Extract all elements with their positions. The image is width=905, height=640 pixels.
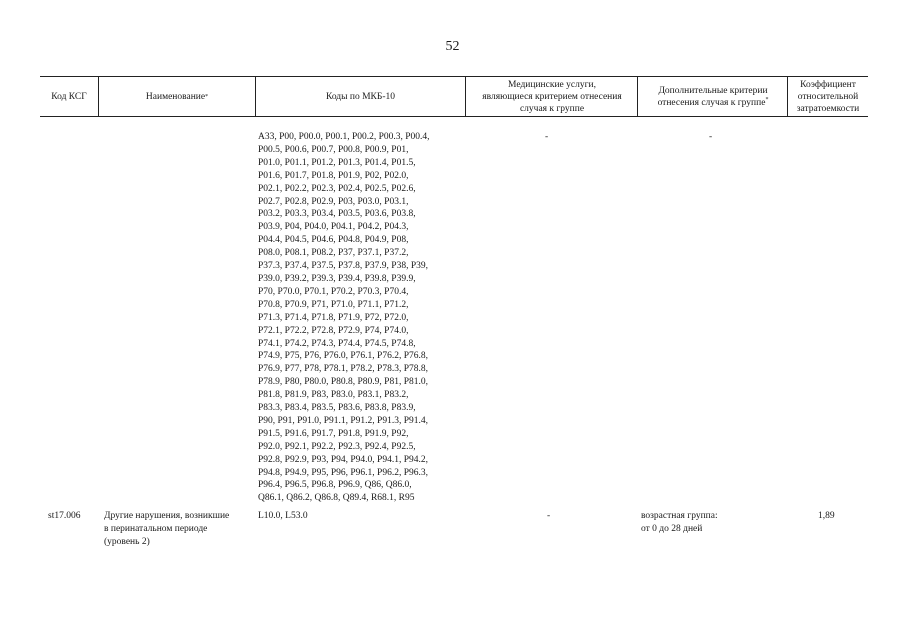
mkb-code-line: P71.3, P71.4, P71.8, P71.9, P72, P72.0, (258, 312, 409, 323)
ksg-criteria-line: возрастная группа: (641, 511, 718, 521)
mkb-code-line: P94.8, P94.9, P95, P96, P96.1, P96.2, P96.3, (258, 467, 428, 478)
services-cell: - (545, 132, 549, 142)
mkb-code-line: P37.3, P37.4, P37.5, P37.8, P37.9, P38, P39, (258, 261, 428, 272)
mkb-code-line: P39.0, P39.2, P39.3, P39.4, P39.8, P39.9, (258, 273, 416, 284)
ksg-mkb-codes: L10.0, L53.0 (258, 511, 308, 521)
header-coefficient-text: Коэффициент относительной затратоемкости (796, 79, 860, 114)
header-criteria-text: Дополнительные критерии отнесения случая к группе (657, 85, 768, 108)
mkb-code-line: P02.1, P02.2, P02.3, P02.4, P02.5, P02.6, (258, 183, 416, 194)
header-code-text: Код КСГ (51, 91, 87, 102)
header-mkb-text: Коды по МКБ-10 (325, 91, 396, 102)
mkb-code-line: P83.3, P83.4, P83.5, P83.6, P83.8, P83.9, (258, 403, 416, 414)
header-name-text: Наименование (145, 91, 206, 102)
mkb-code-line: P72.1, P72.2, P72.8, P72.9, P74, P74.0, (258, 325, 409, 336)
mkb-code-line: P74.9, P75, P76, P76.0, P76.1, P76.2, P76.8, (258, 351, 428, 362)
mkb-code-line: A33, P00, P00.0, P00.1, P00.2, P00.3, P00.4, (258, 132, 430, 142)
ksg-coefficient: 1,89 (818, 511, 835, 521)
mkb-code-line: P01.6, P01.7, P01.8, P01.9, P02, P02.0, (258, 170, 409, 181)
mkb-codes-list (258, 131, 463, 505)
mkb-code-line: P91.5, P91.6, P91.7, P91.8, P91.9, P92, (258, 428, 409, 439)
mkb-code-line: P90, P91, P91.0, P91.1, P91.2, P91.3, P91.4, (258, 415, 428, 426)
ksg-criteria-line: от 0 до 28 дней (641, 523, 703, 534)
mkb-code-line: P00.5, P00.6, P00.7, P00.8, P00.9, P01, (258, 144, 409, 155)
mkb-code-line: P04.4, P04.5, P04.6, P04.8, P04.9, P08, (258, 235, 409, 246)
mkb-code-line: P03.2, P03.3, P03.4, P03.5, P03.6, P03.8, (258, 209, 416, 220)
footnote-mark: * (765, 96, 769, 103)
mkb-code-line: P78.9, P80, P80.0, P80.8, P80.9, P81, P81.0, (258, 377, 428, 388)
header-services-text: Медицинские услуги, являющиеся критерием отнесения случая к группе (482, 79, 622, 114)
mkb-code-line: P08.0, P08.1, P08.2, P37, P37.1, P37.2, (258, 248, 409, 259)
mkb-code-line: P96.4, P96.5, P96.8, P96.9, Q86, Q86.0, (258, 480, 412, 491)
mkb-code-line: P92.0, P92.1, P92.2, P92.3, P92.4, P92.5, (258, 441, 416, 452)
mkb-code-line: P02.7, P02.8, P02.9, P03, P03.0, P03.1, (258, 196, 409, 207)
mkb-code-line: P76.9, P77, P78, P78.1, P78.2, P78.3, P78.8, (258, 364, 428, 375)
mkb-code-line: P92.8, P92.9, P93, P94, P94.0, P94.1, P94.2, (258, 454, 428, 465)
mkb-code-line: Q86.1, Q86.2, Q86.8, Q89.4, R68.1, R95 (258, 493, 415, 504)
header-code (40, 77, 98, 116)
mkb-code-line: P70, P70.0, P70.1, P70.2, P70.3, P70.4, (258, 286, 409, 297)
ksg-criteria (641, 510, 781, 536)
header-services (482, 77, 622, 116)
ksg-name-line: Другие нарушения, возникшие (104, 511, 230, 521)
page-number: 52 (445, 39, 460, 54)
header-name: Наименование * (145, 91, 209, 102)
mkb-code-line: P03.9, P04, P04.0, P04.1, P04.2, P04.3, (258, 222, 409, 233)
header-criteria (645, 77, 781, 116)
ksg-name-line: в перинатальном периоде (104, 523, 208, 534)
mkb-code-line: P74.1, P74.2, P74.3, P74.4, P74.5, P74.8, (258, 338, 416, 349)
mkb-code-line: P81.8, P81.9, P83, P83.0, P83.1, P83.2, (258, 390, 409, 401)
mkb-code-line: P70.8, P70.9, P71, P71.0, P71.1, P71.2, (258, 299, 409, 310)
criteria-cell: - (709, 132, 713, 142)
mkb-code-line: P01.0, P01.1, P01.2, P01.3, P01.4, P01.5, (258, 157, 416, 168)
column-divider (465, 76, 466, 116)
header-bottom-border (40, 116, 868, 117)
ksg-name-line: (уровень 2) (104, 536, 150, 547)
column-divider (637, 76, 638, 116)
ksg-name (104, 510, 254, 548)
ksg-code: st17.006 (48, 511, 81, 521)
ksg-services: - (547, 511, 551, 521)
header-coefficient (788, 77, 868, 116)
header-mkb (256, 77, 465, 116)
